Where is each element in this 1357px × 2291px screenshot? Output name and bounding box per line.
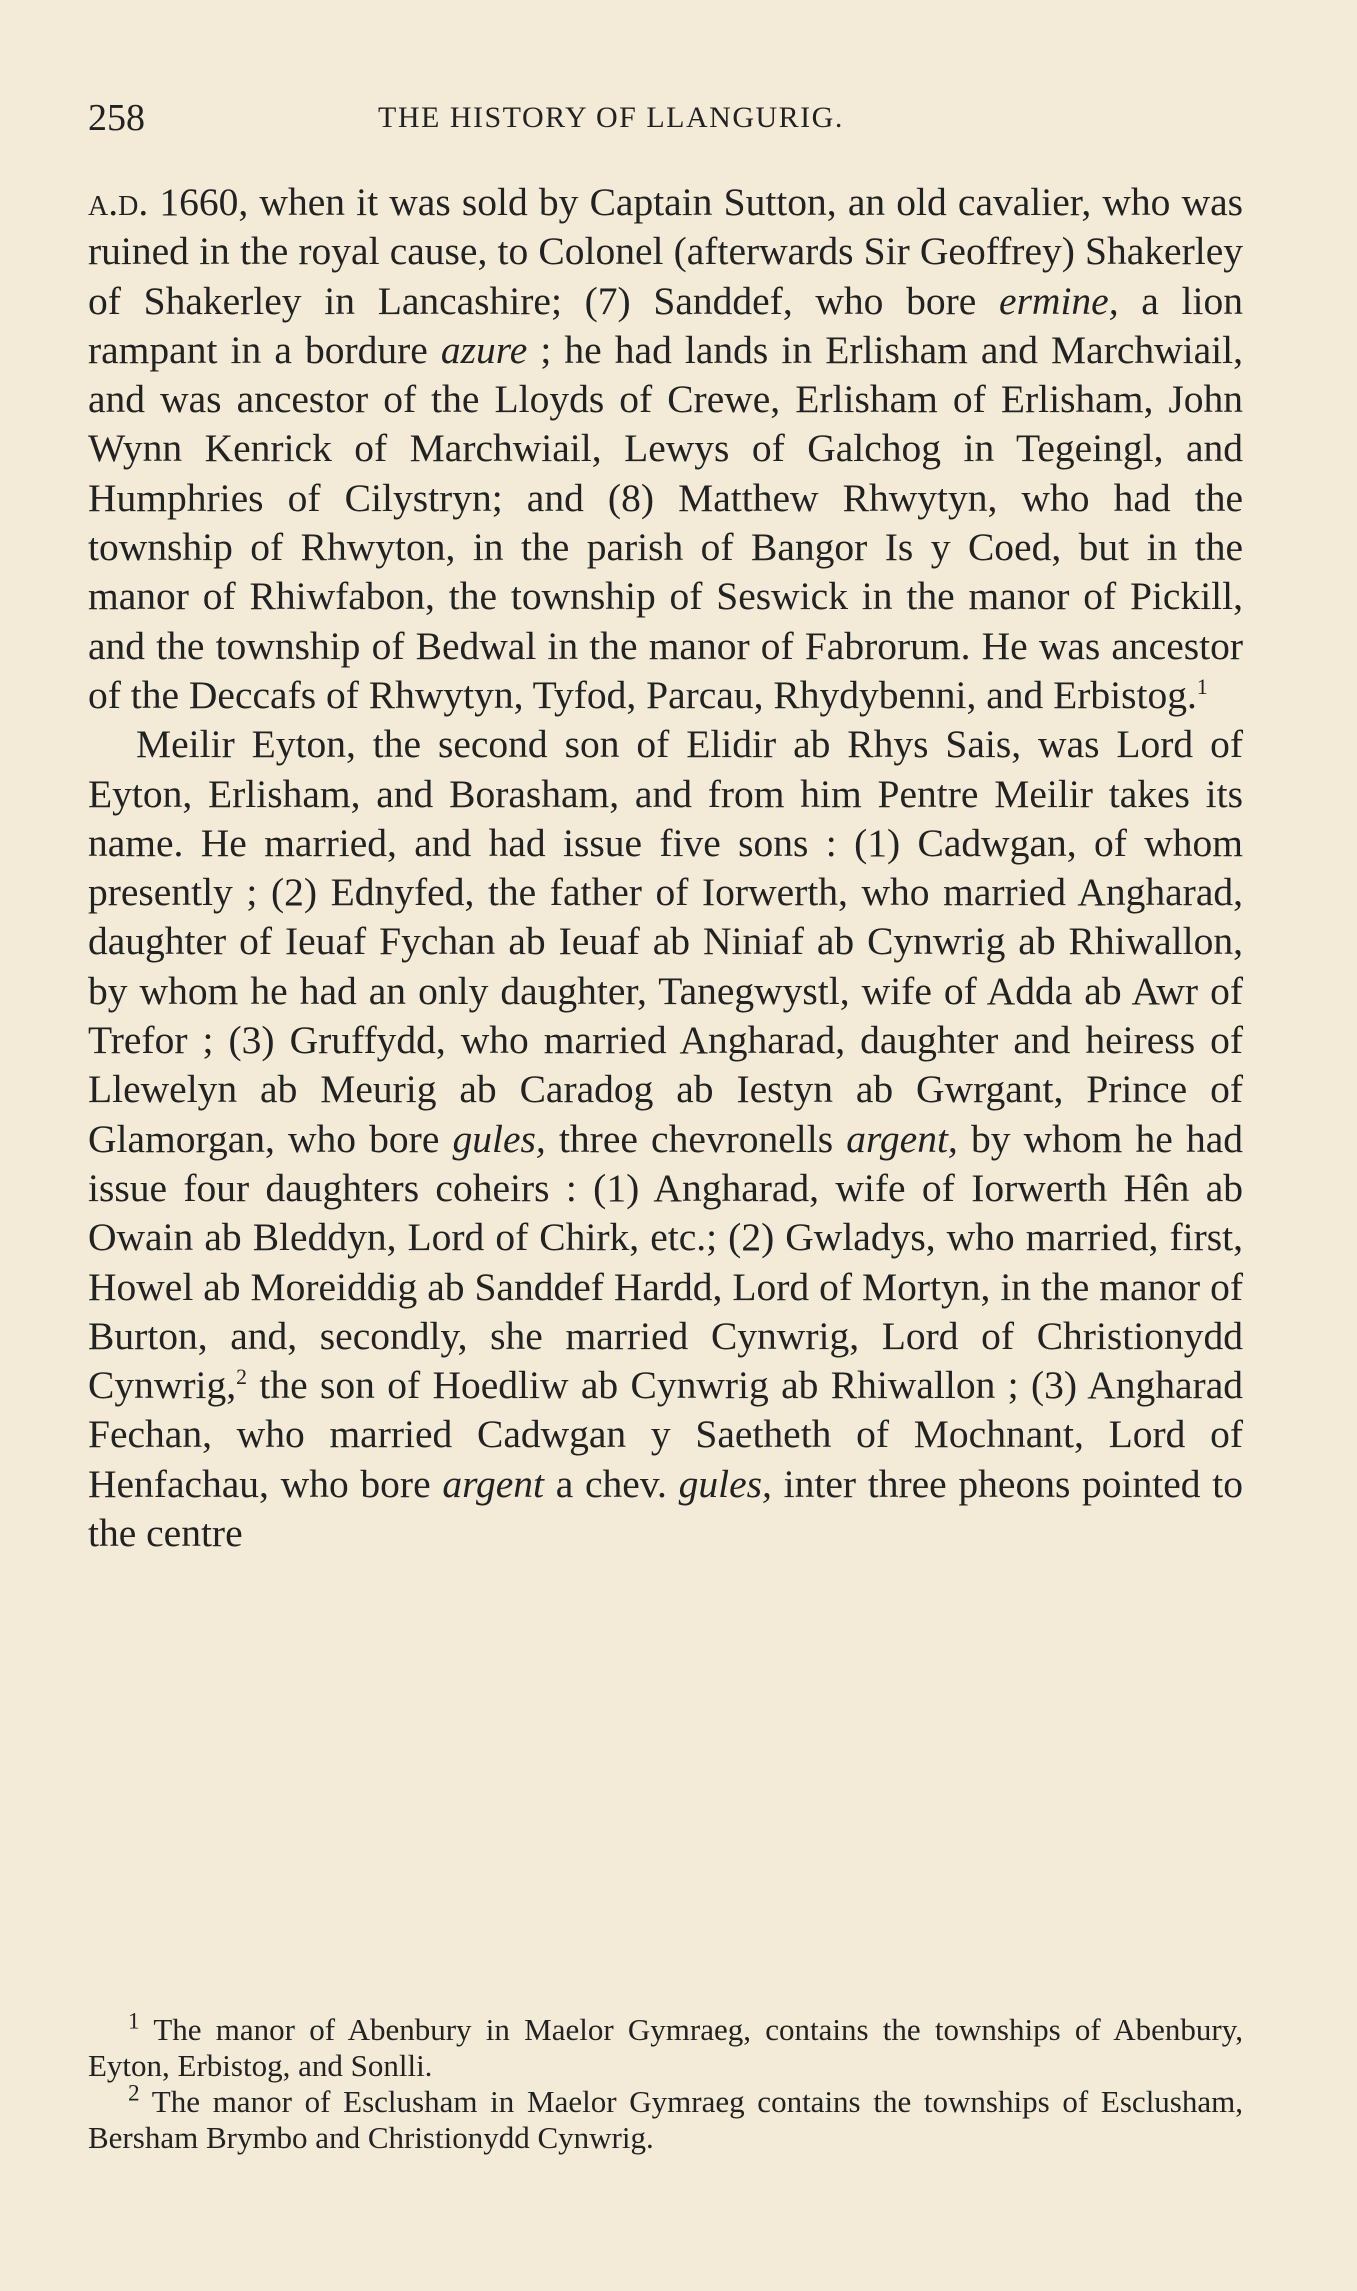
heraldic-term: argent xyxy=(442,1461,545,1506)
heraldic-term: argent, xyxy=(846,1116,958,1161)
heraldic-term: azure xyxy=(440,327,528,372)
body-text xyxy=(88,178,1243,1558)
heraldic-term: gules, xyxy=(678,1461,772,1506)
paragraph-meilir-eyton: Meilir Eyton, the second son of Elidir ab Rhys Sais, was Lord of Eyton, Erlisham, and Borasham, and from him Pentre Meilir takes its name. He married, and had issue five sons : (1) Cadwgan, of whom presently ; (2) Ednyfed, the father of Iorwerth, who married Angharad, daughter of Ieuaf Fychan ab Ieuaf ab Niniaf ab Cynwrig ab Rhiwallon, by whom he had an only daughter, Tanegwystl, wife of Adda ab Awr of Trefor ; (3) Gruffydd, who married Angharad, daughter and heiress of Llewelyn ab Meurig ab Caradog ab Iestyn ab Gwrgant, Prince of Glamorgan, who bore gules, three chevronells argent, by whom he had issue four daughters coheirs : (1) Angharad, wife of Iorwerth Hên ab Owain ab Bleddyn, Lord of Chirk, etc.; (2) Gwladys, who married, first, Howel ab Moreiddig ab Sanddef Hardd, Lord of Mortyn, in the manor of Burton, and, secondly, she married Cynwrig, Lord of Christionydd Cynwrig,$^2$ the son of Hoedliw ab Cynwrig ab Rhiwallon ; (3) Angharad Fechan, who married Cadwgan y Saetheth of Mochnant, Lord of Henfachau, who bore argent a chev. gules, inter three pheons pointed to the centre xyxy=(88,722,1243,1556)
footnote-mark: 2 xyxy=(128,2080,140,2107)
footnote-reference: 2 xyxy=(236,1364,247,1389)
footnote-reference: 1 xyxy=(1196,674,1208,699)
running-title: THE HISTORY OF LLANGURIG. xyxy=(378,101,844,134)
footnotes xyxy=(88,2008,1243,2156)
page-number: 258 xyxy=(88,97,145,139)
heraldic-term: gules, xyxy=(452,1116,546,1161)
footnote-mark: 1 xyxy=(128,2008,140,2035)
footnote-2: $^2$ The manor of Esclusham in Maelor Gymraeg contains the townships of Esclusham, Bersham Brymbo and Christionydd Cynwrig. xyxy=(88,2080,1243,2155)
paragraph-continuation: a.d. 1660, when it was sold by Captain Sutton, an old cavalier, who was ruined in the royal cause, to Colonel (afterwards Sir Geoffrey) Shakerley of Shakerley in Lancashire; (7) Sanddef, who bore ermine, a lion rampant in a bordure azure ; he had lands in Erlisham and Marchwiail, and was ancestor of the Lloyds of Crewe, Erlisham of Erlisham, John Wynn Kenrick of Marchwiail, Lewys of Galchog in Tegeingl, and Humphries of Cilystryn; and (8) Matthew Rhwytyn, who had the township of Rhwyton, in the parish of Bangor Is y Coed, but in the manor of Rhiwfabon, the township of Seswick in the manor of Pickill, and the township of Bedwal in the manor of Fabrorum. He was ancestor of the Deccafs of Rhwytyn, Tyfod, Parcau, Rhydybenni, and Erbistog.$^1$ xyxy=(88,180,1244,717)
footnote-1: $^1$ The manor of Abenbury in Maelor Gymraeg, contains the townships of Abenbury, Eyton, Erbistog, and Sonlli. xyxy=(88,2008,1243,2083)
page-header xyxy=(88,92,1243,144)
era-abbreviation: a.d. xyxy=(88,180,149,224)
heraldic-term: ermine, xyxy=(999,278,1119,323)
